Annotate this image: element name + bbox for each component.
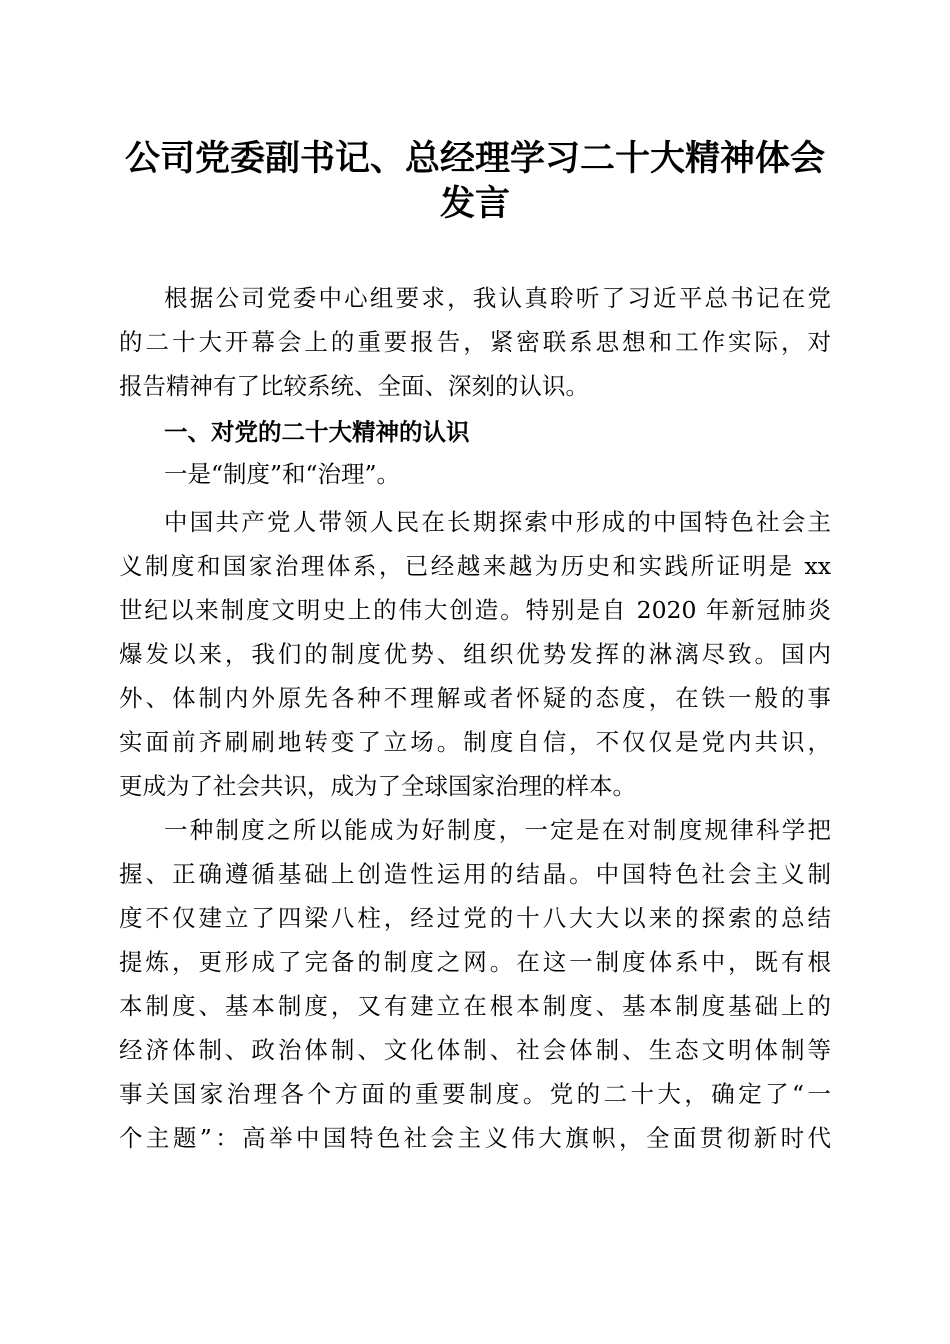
- paragraph-line: 外、体制内外原先各种不理解或者怀疑的态度，在铁一般的事: [119, 684, 831, 712]
- paragraph-line: 根据公司党委中心组要求，我认真聆听了习近平总书记在党: [164, 284, 831, 312]
- paragraph-line: 报告精神有了比较系统、全面、深刻的认识。: [119, 372, 589, 400]
- paragraph-line: 一种制度之所以能成为好制度，一定是在对制度规律科学把: [164, 816, 831, 844]
- paragraph-line: 的二十大开幕会上的重要报告，紧密联系思想和工作实际，对: [119, 328, 831, 356]
- paragraph-line: 个主题”：高举中国特色社会主义伟大旗帜，全面贯彻新时代: [119, 1124, 831, 1152]
- subsection-heading: 一是“制度”和“治理”。: [164, 460, 401, 488]
- section-heading: 一、对党的二十大精神的认识: [164, 418, 470, 446]
- paragraph-line: 握、正确遵循基础上创造性运用的结晶。中国特色社会主义制: [119, 860, 831, 888]
- paragraph-line: 更成为了社会共识，成为了全球国家治理的样本。: [119, 772, 636, 800]
- paragraph-line: 事关国家治理各个方面的重要制度。党的二十大，确定了“一: [119, 1080, 831, 1108]
- paragraph-line: 提炼，更形成了完备的制度之网。在这一制度体系中，既有根: [119, 948, 831, 976]
- paragraph-line: 中国共产党人带领人民在长期探索中形成的中国特色社会主: [164, 508, 831, 536]
- paragraph-line: 爆发以来，我们的制度优势、组织优势发挥的淋漓尽致。国内: [119, 640, 831, 668]
- paragraph-line: 本制度、基本制度，又有建立在根本制度、基本制度基础上的: [119, 992, 831, 1020]
- document-title-line-1: 公司党委副书记、总经理学习二十大精神体会: [124, 138, 825, 179]
- paragraph-line: 经济体制、政治体制、文化体制、社会体制、生态文明体制等: [119, 1036, 831, 1064]
- paragraph-line: 义制度和国家治理体系，已经越来越为历史和实践所证明是 xx: [119, 552, 831, 580]
- paragraph-line: 度不仅建立了四梁八柱，经过党的十八大大以来的探索的总结: [119, 904, 831, 932]
- paragraph-line: 实面前齐刷刷地转变了立场。制度自信，不仅仅是党内共识，: [119, 728, 831, 756]
- paragraph-line: 世纪以来制度文明史上的伟大创造。特别是自 2020 年新冠肺炎: [119, 596, 831, 624]
- document-title-line-2: 发言: [439, 183, 510, 224]
